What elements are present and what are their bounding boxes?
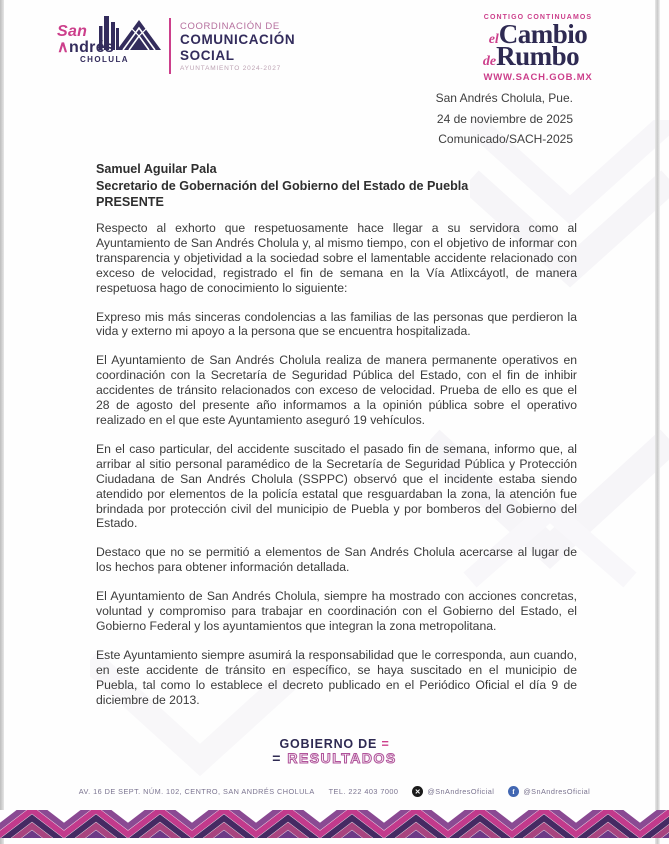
department-block (169, 18, 295, 74)
slogan-de: de (482, 54, 497, 70)
slogan-tagline: CONTIGO CONTINUAMOS (483, 14, 593, 21)
gob-line2-text: RESULTADOS (287, 750, 397, 766)
slogan-el: el (488, 32, 499, 47)
website-url: WWW.SACH.GOB.MX (483, 71, 593, 83)
gob-line1-text: GOBIERNO DE (279, 737, 378, 751)
dept-title-2: SOCIAL (180, 47, 235, 63)
footer-address: AV. 16 DE SEPT. NÚM. 102, CENTRO, SAN ANDRÉS CHOLULA (78, 787, 315, 796)
addressee-title: Secretario de Gobernación del Gobierno del Estado de Puebla (96, 178, 469, 193)
gob-line2-eq: = (272, 750, 282, 766)
dateline-reference: Comunicado/SACH-2025 (438, 132, 573, 146)
brand-andres (57, 37, 114, 57)
letter-body (96, 221, 577, 721)
dept-title-1: COMUNICACIÓN (180, 32, 296, 47)
gob-line2 (0, 750, 669, 766)
footer-contact-bar (0, 786, 669, 797)
x-handle: @SnAndresOficial (427, 787, 495, 796)
addressee-salutation: PRESENTE (96, 195, 164, 209)
footer-facebook-account (508, 786, 590, 797)
footer-phone: TEL. 222 403 7000 (328, 787, 399, 796)
facebook-icon: f (508, 786, 519, 797)
footer-x-account (412, 786, 494, 797)
paragraph-6: El Ayuntamiento de San Andrés Cholula, siempre ha mostrado con acciones concretas, voluntad y compromiso para trabajar en coordinación con el Gobierno del Estado, el Gobierno Federal y los ayuntamientos que integran la zona metropolitana. (96, 589, 577, 633)
addressee-name: Samuel Aguilar Pala (96, 162, 217, 176)
slogan-rumbo: Rumbo (496, 41, 580, 72)
brand-andres-chevron: ∧ (57, 39, 70, 56)
fb-handle: @SnAndresOficial (523, 787, 591, 796)
brand-andres-rest: ndrés (69, 39, 115, 56)
dept-subtitle: AYUNTAMIENTO 2024-2027 (180, 65, 282, 73)
brand-cholula: CHOLULA (80, 55, 129, 64)
x-twitter-icon: ✕ (412, 786, 423, 797)
dateline-city: San Andrés Cholula, Pue. (435, 91, 573, 105)
letterhead (55, 10, 633, 83)
paragraph-3: El Ayuntamiento de San Andrés Cholula realiza de manera permanente operativos en coordinación con la Secretaría de Seguridad Pública del Estado, con el fin de inhibir accidentes de tránsito relacionados con exceso de velocidad. Prueba de ello es que el 28 de agosto del presente año informamos a la opinión pública sobre el operativo realizado en el que este Ayuntamiento aseguró 19 vehículos. (96, 353, 577, 427)
addressee-block (96, 161, 468, 211)
dept-pretitle: COORDINACIÓN DE (180, 21, 280, 32)
municipality-logo (55, 10, 295, 74)
gob-line1-eq: = (381, 737, 390, 751)
dateline (436, 88, 573, 150)
scan-edge-left (0, 0, 4, 844)
zigzag-border (0, 810, 669, 838)
san-andres-logo (55, 10, 163, 74)
brand-san: San (57, 23, 88, 40)
paragraph-7: Este Ayuntamiento siempre asumirá la responsabilidad que le corresponda, aun cuando, en este accidente de tránsito en específico, se haya suscitado en el municipio de Puebla, tal como lo establece el decreto publicado en el Periódico Oficial el día 9 de diciembre de 2013. (96, 647, 577, 707)
paragraph-2: Expreso mis más sinceras condolencias a las familias de las personas que perdieron la vida y externo mi apoyo a la persona que se encuentra hospitalizada. (96, 309, 577, 339)
slogan-logo (443, 14, 633, 83)
paragraph-4: En el caso particular, del accidente suscitado el pasado fin de semana, informo que, al arribar al sitio personal paramédico de la Secretaría de Seguridad Pública y Protección Ciudadana de San Andrés Cholula (SSPPC) observó que el incidente estaba siendo atendido por elementos de la policía estatal que resguardaban la zona, la atención fue brindada por protección civil del municipio de Puebla y por bomberos del Gobierno del Estado. (96, 441, 577, 531)
paragraph-5: Destaco que no se permitió a elementos de San Andrés Cholula acercarse al lugar de los hechos para obtener información detallada. (96, 545, 577, 575)
dateline-date: 24 de noviembre de 2025 (436, 111, 573, 126)
scan-edge-right (655, 0, 660, 844)
paragraph-1: Respecto al exhorto que respetuosamente hace llegar a su servidora como al Ayuntamiento de San Andrés Cholula y, al mismo tiempo, con el objetivo de informar con transparencia y objetividad a la sociedad sobre el lamentable accidente relacionado con exceso de velocidad, registrado el fin de semana en la Vía Atlixcáyotl, de manera respetuosa hago de conocimiento lo siguiente: (96, 221, 577, 295)
gobierno-resultados-logo (0, 737, 669, 766)
slogan-cambio: Cambio (498, 19, 588, 49)
gob-line1 (0, 737, 669, 751)
slogan-main (443, 19, 633, 72)
